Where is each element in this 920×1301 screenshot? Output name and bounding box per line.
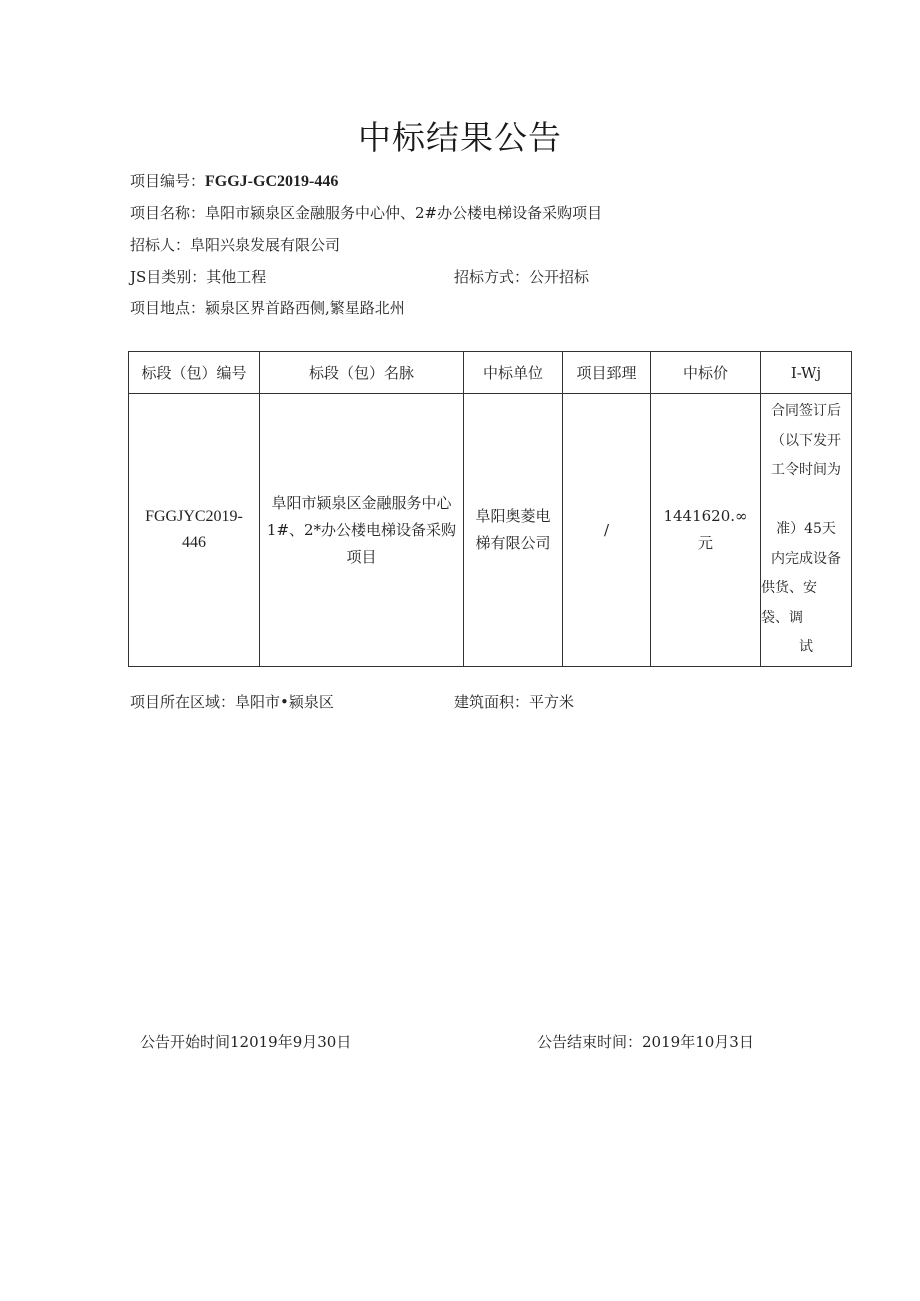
remark-line-6: 内完成设备	[771, 550, 841, 567]
price-cell	[651, 394, 761, 667]
remark-line-3: 工令时间为	[771, 462, 841, 479]
winner-cell	[464, 394, 563, 667]
category-value: 其他工程	[206, 268, 267, 286]
start-value: 2019年9月30日	[239, 1033, 352, 1051]
end-label: 公告结束时间：	[537, 1033, 643, 1051]
project-location	[130, 297, 405, 318]
project-manager: /	[603, 521, 610, 539]
header-winner: 中标单位	[464, 352, 563, 394]
project-name	[130, 202, 602, 223]
start-label: 公告开始时间1	[140, 1033, 240, 1051]
bidding-method	[454, 266, 589, 287]
bid-price: 1441620.∞元	[663, 507, 748, 552]
project-category	[130, 266, 266, 287]
lot-code-line-1: FGGJYC2019-	[145, 508, 243, 525]
project-number	[130, 170, 338, 191]
remark-line-9: 试	[799, 639, 813, 656]
header-lot-name: 标段（包）名脉	[260, 352, 464, 394]
lot-code-cell	[129, 394, 260, 667]
location-value: 颍泉区界首路西侧,繁星路北州	[205, 299, 405, 317]
building-area	[454, 691, 574, 712]
category-label: JS目类别：	[130, 268, 207, 286]
tenderer-value: 阜阳兴泉发展有限公司	[190, 236, 341, 254]
tenderer	[130, 234, 340, 255]
remark-line-8: 袋、调	[761, 609, 803, 626]
header-project-manager: 项目郅理	[563, 352, 651, 394]
remark-line-4	[761, 486, 851, 516]
location-label: 项目地点：	[130, 299, 206, 317]
lot-name: 阜阳市颍泉区金融服务中心1#、2*办公楼电梯设备采购项目	[266, 493, 457, 566]
project-region	[130, 691, 334, 712]
table-header-row	[129, 352, 852, 394]
region-value: 阜阳市•颍泉区	[235, 693, 334, 711]
header-bid-price: 中标价	[651, 352, 761, 394]
remark-line-5: 准）45天	[776, 521, 836, 538]
project-number-label: 项目编号：	[130, 172, 206, 190]
remark-cell	[761, 394, 852, 667]
region-label: 项目所在区域：	[130, 693, 236, 711]
lot-code-line-2: 446	[182, 534, 206, 551]
method-label: 招标方式：	[454, 268, 530, 286]
end-value: 2019年10月3日	[642, 1033, 754, 1051]
header-lot-code: 标段（包）编号	[129, 352, 260, 394]
area-value: 平方米	[529, 693, 575, 711]
project-name-label: 项目名称：	[130, 204, 206, 222]
bid-result-table	[128, 351, 852, 667]
winner-name: 阜阳奥菱电梯有限公司	[475, 507, 551, 552]
notice-end-time	[537, 1031, 754, 1052]
tenderer-label: 招标人：	[130, 236, 191, 254]
header-remark: I-Wj	[761, 352, 852, 394]
remark-line-1: 合同签订后	[771, 403, 841, 420]
remark-line-7: 供货、安	[761, 580, 817, 597]
method-value: 公开招标	[529, 268, 590, 286]
manager-cell	[563, 394, 651, 667]
remark-line-2: （以下发开	[771, 432, 841, 449]
page-title: 中标结果公告	[358, 118, 562, 157]
table-row	[129, 394, 852, 667]
area-label: 建筑面积：	[454, 693, 530, 711]
project-name-value: 阜阳市颍泉区金融服务中心仲、2#办公楼电梯设备采购项目	[205, 204, 603, 222]
notice-start-time	[140, 1031, 351, 1052]
project-number-value: FGGJ-GC2019-446	[205, 173, 339, 190]
lot-name-cell	[260, 394, 464, 667]
